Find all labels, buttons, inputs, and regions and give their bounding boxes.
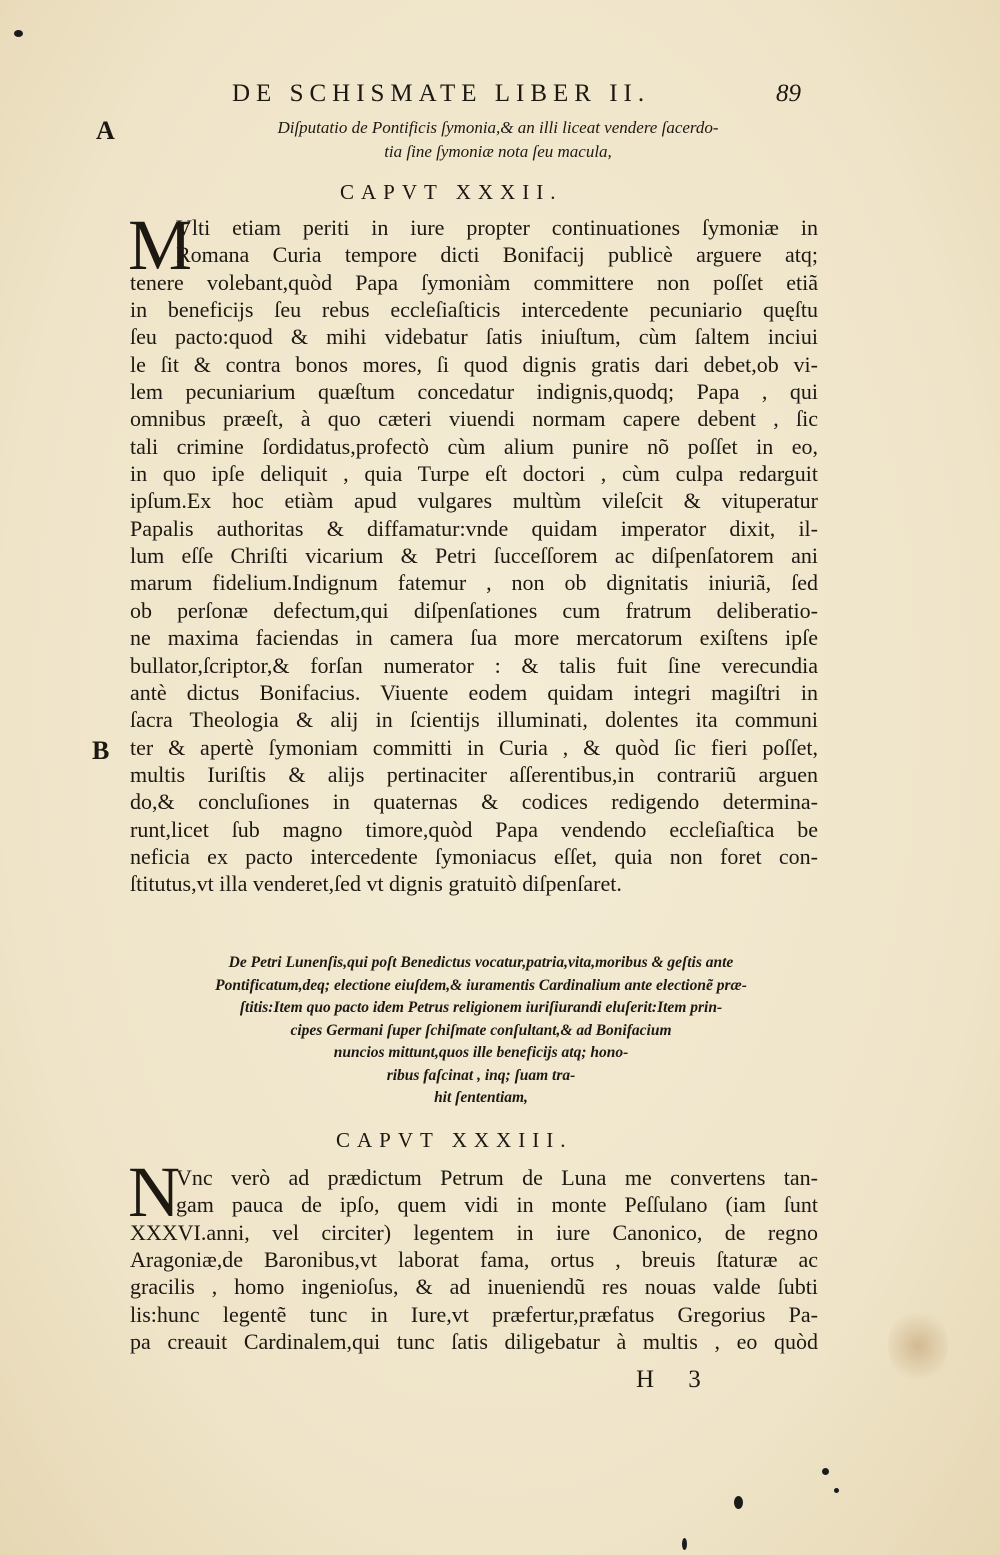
rubric-line: Pontificatum,deq; electione eiuſdem,& iuramentis Cardinalium ante electionẽ præ- xyxy=(215,976,747,994)
chapter-rubric-32 xyxy=(200,116,796,164)
text-line: bullator,ſcriptor,& forſan numerator : & talis fuit ſine verecundia xyxy=(130,652,818,678)
rubric-line: De Petri Lunenſis,qui poſt Benedictus vocatur,patria,vita,moribus & geſtis ante xyxy=(228,954,734,971)
ink-speck xyxy=(14,30,23,37)
rubric-line: Diſputatio de Pontificis ſymonia,& an illi liceat vendere ſacerdo- xyxy=(277,118,719,137)
margin-letter-b: B xyxy=(92,736,110,765)
chapter-heading-33: CAPVT XXXIII. xyxy=(336,1128,573,1152)
text-line: omnibus præeſt, à quo cæteri viuendi normam capere debent , ſic xyxy=(130,406,818,432)
margin-letter-a: A xyxy=(96,116,115,145)
text-line: ſacra Theologia & alij in ſcientijs illuminati, dolentes ita communi xyxy=(130,707,818,733)
rubric-line: tia ſine ſymoniæ nota ſeu macula, xyxy=(384,142,612,161)
text-line: lum eſſe Chriſti vicarium & Petri ſucceſſorem ac diſpenſatorem ani xyxy=(130,543,818,569)
drop-cap: N xyxy=(128,1152,180,1232)
chapter-heading-32: CAPVT XXXII. xyxy=(340,180,563,204)
text-line: pa creauit Cardinalem,qui tunc ſatis diligebatur à multis , eo quòd xyxy=(130,1329,818,1355)
text-line: Papalis authoritas & diffamatur:vnde quidam imperator dixit, il- xyxy=(130,515,818,541)
rubric-line: ribus faſcinat , inq; ſuam tra- xyxy=(386,1066,576,1084)
text-line: neficia ex pacto intercedente ſymoniacus eſſet, quia non foret con- xyxy=(130,843,818,869)
text-line: Romana Curia tempore dicti Bonifacij publicè arguere atq; xyxy=(176,242,818,268)
ink-speck xyxy=(834,1488,839,1493)
signature-mark: H 3 xyxy=(636,1366,715,1393)
text-line: gracilis , homo ingenioſus, & ad inueniendũ res nouas valde ſubti xyxy=(130,1274,818,1300)
ink-speck xyxy=(682,1538,687,1550)
ink-speck xyxy=(822,1468,829,1475)
text-line: in beneficijs ſeu rebus eccleſiaſticis intercedente pecuniario quęſtu xyxy=(130,297,818,323)
text-line: in quo ipſe deliquit , quia Turpe eſt doctori , cùm culpa redarguit xyxy=(130,461,818,487)
text-line: multis Iuriſtis & alijs pertinaciter aſſerentibus,in contrariũ arguen xyxy=(130,761,818,787)
paper-stain xyxy=(888,1306,948,1386)
page-number: 89 xyxy=(776,80,801,107)
text-line: ſeu pacto:quod & mihi videbatur ſatis iniuſtum, cùm ſaltem inciui xyxy=(130,324,818,350)
text-line: Aragoniæ,de Baronibus,vt laborat fama, ortus , breuis ſtaturæ ac xyxy=(130,1247,818,1273)
chapter-32-text xyxy=(130,214,818,898)
text-line: antè dictus Bonifacius. Viuente eodem quidam integri magiſtri in xyxy=(130,679,818,705)
text-line: lis:hunc legentẽ tunc in Iure,vt præfertur,præfatus Gregorius Pa- xyxy=(130,1301,818,1327)
text-line: ob perſonæ defectum,qui diſpenſationes cum fratrum deliberatio- xyxy=(130,597,818,623)
text-line: tenere volebant,quòd Papa ſymoniàm committere non poſſet etiã xyxy=(130,269,818,295)
drop-cap: M xyxy=(128,205,193,285)
text-line: Vlti etiam periti in iure propter continuationes ſymoniæ in xyxy=(176,215,818,240)
chapter-rubric-33 xyxy=(145,952,817,1110)
text-line: runt,licet ſub magno timore,quòd Papa vendendo eccleſiaſtica be xyxy=(130,816,818,842)
text-line: XXXVI.anni, vel circiter) legentem in iure Canonico, de regno xyxy=(130,1219,818,1245)
text-line: ter & apertè ſymoniam committi in Curia , & quòd ſic fieri poſſet, xyxy=(130,734,818,760)
chapter-33-text xyxy=(130,1164,818,1355)
text-line: marum fidelium.Indignum fatemur , non ob dignitatis iniuriã, ſed xyxy=(130,570,818,596)
text-line: le ſit & contra bonos mores, ſi quod dignis gratis dari debet,ob vi- xyxy=(130,351,818,377)
text-line: ſtitutus,vt illa venderet,ſed vt dignis gratuitò diſpenſaret. xyxy=(130,871,622,897)
text-line: ipſum.Ex hoc etiàm apud vulgares multùm vileſcit & vituperatur xyxy=(130,488,818,514)
rubric-line: ſtitis:Item quo pacto idem Petrus religionem iuriſiurandi eluſerit:Item prin- xyxy=(239,999,723,1016)
running-head: DE SCHISMATE LIBER II. xyxy=(232,80,651,107)
rubric-line: hit ſententiam, xyxy=(434,1089,528,1106)
text-line: ne maxima faciendas in camera ſua more mercatorum exiſtens ipſe xyxy=(130,625,818,651)
text-line: do,& concluſiones in quaternas & codices redigendo determina- xyxy=(130,789,818,815)
rubric-line: nuncios mittunt,quos ille beneficijs atq; hono- xyxy=(333,1044,629,1061)
text-line: gam pauca de ipſo, quem vidi in monte Peſſulano (iam ſunt xyxy=(176,1192,818,1218)
text-line: Vnc verò ad prædictum Petrum de Luna me convertens tan- xyxy=(176,1165,818,1190)
text-line: tali crimine ſordidatus,profectò cùm alium punire nõ poſſet in eo, xyxy=(130,433,818,459)
rubric-line: cipes Germani ſuper ſchiſmate conſultant,& ad Bonifacium xyxy=(290,1021,672,1039)
text-line: lem pecuniarium quæſtum concedatur indignis,quodq; Papa , qui xyxy=(130,379,818,405)
ink-speck xyxy=(734,1496,743,1509)
